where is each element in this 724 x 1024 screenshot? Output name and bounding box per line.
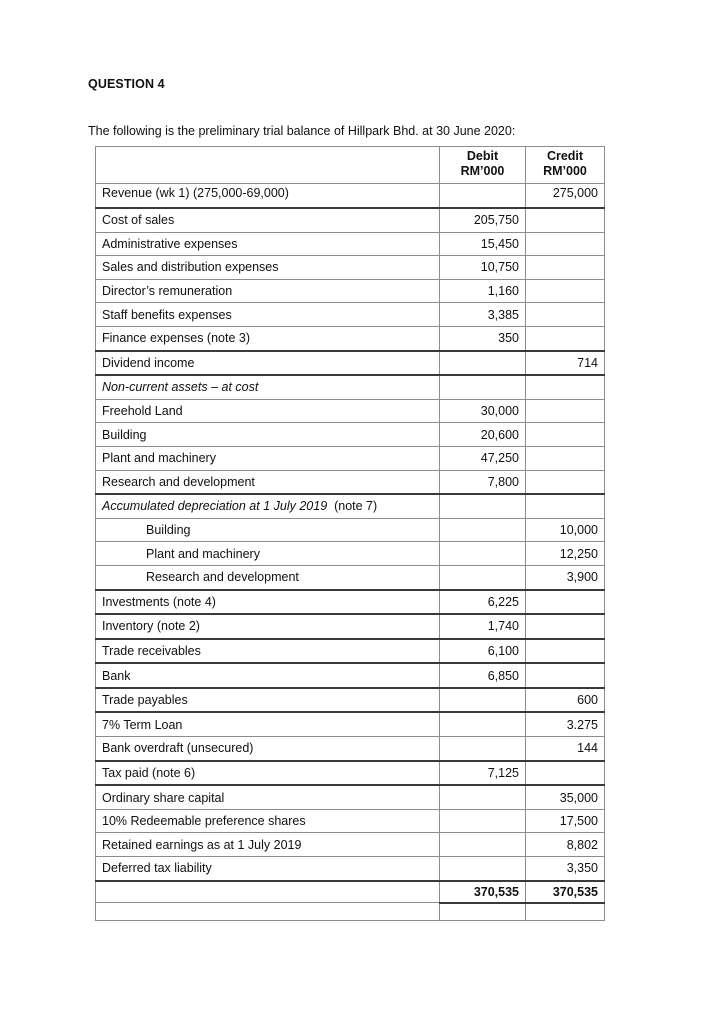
table-row bbox=[96, 232, 605, 256]
row-label: 10% Redeemable preference shares bbox=[96, 809, 440, 833]
debit-header-unit: RM’000 bbox=[460, 164, 505, 178]
credit-cell bbox=[526, 375, 605, 399]
table-row bbox=[96, 857, 605, 881]
row-label: Building bbox=[96, 518, 440, 542]
row-label: Director’s remuneration bbox=[96, 279, 440, 303]
credit-cell: 17,500 bbox=[526, 809, 605, 833]
credit-cell bbox=[526, 279, 605, 303]
table-row bbox=[96, 761, 605, 786]
row-label: Ordinary share capital bbox=[96, 785, 440, 809]
blank-cell bbox=[96, 903, 440, 921]
debit-cell bbox=[440, 833, 526, 857]
row-label: Building bbox=[96, 423, 440, 447]
credit-cell: 12,250 bbox=[526, 542, 605, 566]
totals-row bbox=[96, 881, 605, 903]
row-label: Sales and distribution expenses bbox=[96, 256, 440, 280]
table-row bbox=[96, 809, 605, 833]
totals-label-cell bbox=[96, 881, 440, 903]
table-row bbox=[96, 663, 605, 688]
credit-header bbox=[526, 147, 605, 184]
row-label: Trade payables bbox=[96, 688, 440, 713]
table-row bbox=[96, 614, 605, 639]
debit-cell: 30,000 bbox=[440, 399, 526, 423]
credit-cell bbox=[526, 399, 605, 423]
debit-cell: 47,250 bbox=[440, 446, 526, 470]
debit-cell: 7,125 bbox=[440, 761, 526, 786]
debit-cell bbox=[440, 184, 526, 209]
credit-cell bbox=[526, 663, 605, 688]
credit-cell bbox=[526, 614, 605, 639]
credit-cell bbox=[526, 761, 605, 786]
credit-cell bbox=[526, 470, 605, 494]
credit-cell: 714 bbox=[526, 351, 605, 376]
credit-cell bbox=[526, 590, 605, 615]
debit-cell bbox=[440, 375, 526, 399]
debit-cell: 205,750 bbox=[440, 208, 526, 232]
row-label: 7% Term Loan bbox=[96, 712, 440, 736]
credit-cell bbox=[526, 256, 605, 280]
debit-cell: 350 bbox=[440, 326, 526, 350]
table-row bbox=[96, 542, 605, 566]
row-label: Cost of sales bbox=[96, 208, 440, 232]
section-heading-accumulated-depreciation bbox=[96, 494, 440, 518]
table-row bbox=[96, 256, 605, 280]
debit-cell: 15,450 bbox=[440, 232, 526, 256]
debit-cell bbox=[440, 494, 526, 518]
debit-cell bbox=[440, 688, 526, 713]
blank-row bbox=[96, 903, 605, 921]
debit-header-label: Debit bbox=[466, 149, 499, 163]
section-heading-noncurrent-assets: Non-current assets – at cost bbox=[96, 375, 440, 399]
table-row bbox=[96, 446, 605, 470]
debit-cell: 6,225 bbox=[440, 590, 526, 615]
debit-cell: 7,800 bbox=[440, 470, 526, 494]
row-label: Freehold Land bbox=[96, 399, 440, 423]
table-row bbox=[96, 737, 605, 761]
credit-cell: 35,000 bbox=[526, 785, 605, 809]
debit-cell bbox=[440, 565, 526, 589]
credit-total: 370,535 bbox=[526, 881, 605, 903]
row-label: Investments (note 4) bbox=[96, 590, 440, 615]
credit-cell bbox=[526, 446, 605, 470]
blank-cell bbox=[526, 903, 605, 921]
debit-cell bbox=[440, 518, 526, 542]
debit-cell: 3,385 bbox=[440, 303, 526, 327]
credit-cell bbox=[526, 326, 605, 350]
debit-cell: 20,600 bbox=[440, 423, 526, 447]
table-row bbox=[96, 518, 605, 542]
section-heading-note: (note 7) bbox=[334, 499, 378, 514]
debit-cell bbox=[440, 542, 526, 566]
debit-cell bbox=[440, 351, 526, 376]
table-row bbox=[96, 470, 605, 494]
credit-header-unit: RM’000 bbox=[543, 164, 587, 178]
credit-cell: 144 bbox=[526, 737, 605, 761]
table-row bbox=[96, 688, 605, 713]
row-label: Retained earnings as at 1 July 2019 bbox=[96, 833, 440, 857]
credit-cell bbox=[526, 303, 605, 327]
debit-cell: 1,160 bbox=[440, 279, 526, 303]
blank-cell bbox=[440, 903, 526, 921]
row-label: Finance expenses (note 3) bbox=[96, 326, 440, 350]
credit-cell bbox=[526, 232, 605, 256]
row-label: Research and development bbox=[96, 470, 440, 494]
section-heading-row bbox=[96, 494, 605, 518]
section-heading-label: Accumulated depreciation at 1 July 2019 bbox=[102, 499, 328, 514]
table-row bbox=[96, 785, 605, 809]
row-label: Dividend income bbox=[96, 351, 440, 376]
table-row bbox=[96, 423, 605, 447]
table-row bbox=[96, 208, 605, 232]
row-label: Plant and machinery bbox=[96, 446, 440, 470]
row-label: Plant and machinery bbox=[96, 542, 440, 566]
debit-cell bbox=[440, 737, 526, 761]
row-label: Staff benefits expenses bbox=[96, 303, 440, 327]
table-row bbox=[96, 326, 605, 350]
credit-cell: 8,802 bbox=[526, 833, 605, 857]
section-heading-row bbox=[96, 375, 605, 399]
credit-cell: 10,000 bbox=[526, 518, 605, 542]
table-row bbox=[96, 833, 605, 857]
row-label: Research and development bbox=[96, 565, 440, 589]
row-label: Bank bbox=[96, 663, 440, 688]
debit-cell: 1,740 bbox=[440, 614, 526, 639]
header-blank-cell bbox=[96, 147, 440, 184]
credit-cell: 3,350 bbox=[526, 857, 605, 881]
debit-cell bbox=[440, 785, 526, 809]
credit-cell: 3.275 bbox=[526, 712, 605, 736]
credit-cell: 600 bbox=[526, 688, 605, 713]
credit-cell bbox=[526, 639, 605, 664]
debit-cell: 6,100 bbox=[440, 639, 526, 664]
debit-cell: 6,850 bbox=[440, 663, 526, 688]
question-title: QUESTION 4 bbox=[88, 77, 165, 91]
debit-cell: 10,750 bbox=[440, 256, 526, 280]
credit-header-label: Credit bbox=[546, 149, 584, 163]
table-row bbox=[96, 565, 605, 589]
credit-cell bbox=[526, 494, 605, 518]
row-label: Inventory (note 2) bbox=[96, 614, 440, 639]
credit-cell bbox=[526, 208, 605, 232]
intro-text: The following is the preliminary trial balance of Hillpark Bhd. at 30 June 2020: bbox=[88, 124, 516, 138]
table-row bbox=[96, 279, 605, 303]
debit-cell bbox=[440, 809, 526, 833]
debit-cell bbox=[440, 712, 526, 736]
table-header-row bbox=[96, 147, 605, 184]
row-label: Tax paid (note 6) bbox=[96, 761, 440, 786]
trial-balance-table bbox=[95, 146, 605, 921]
table-row bbox=[96, 303, 605, 327]
credit-cell bbox=[526, 423, 605, 447]
table-row bbox=[96, 184, 605, 209]
debit-total: 370,535 bbox=[440, 881, 526, 903]
row-label: Administrative expenses bbox=[96, 232, 440, 256]
row-label: Bank overdraft (unsecured) bbox=[96, 737, 440, 761]
table-row bbox=[96, 399, 605, 423]
credit-cell: 3,900 bbox=[526, 565, 605, 589]
row-label: Trade receivables bbox=[96, 639, 440, 664]
row-label: Deferred tax liability bbox=[96, 857, 440, 881]
debit-cell bbox=[440, 857, 526, 881]
debit-header bbox=[440, 147, 526, 184]
credit-cell: 275,000 bbox=[526, 184, 605, 209]
table-row bbox=[96, 639, 605, 664]
row-label: Revenue (wk 1) (275,000-69,000) bbox=[96, 184, 440, 209]
table-row bbox=[96, 351, 605, 376]
table-row bbox=[96, 590, 605, 615]
table-row bbox=[96, 712, 605, 736]
